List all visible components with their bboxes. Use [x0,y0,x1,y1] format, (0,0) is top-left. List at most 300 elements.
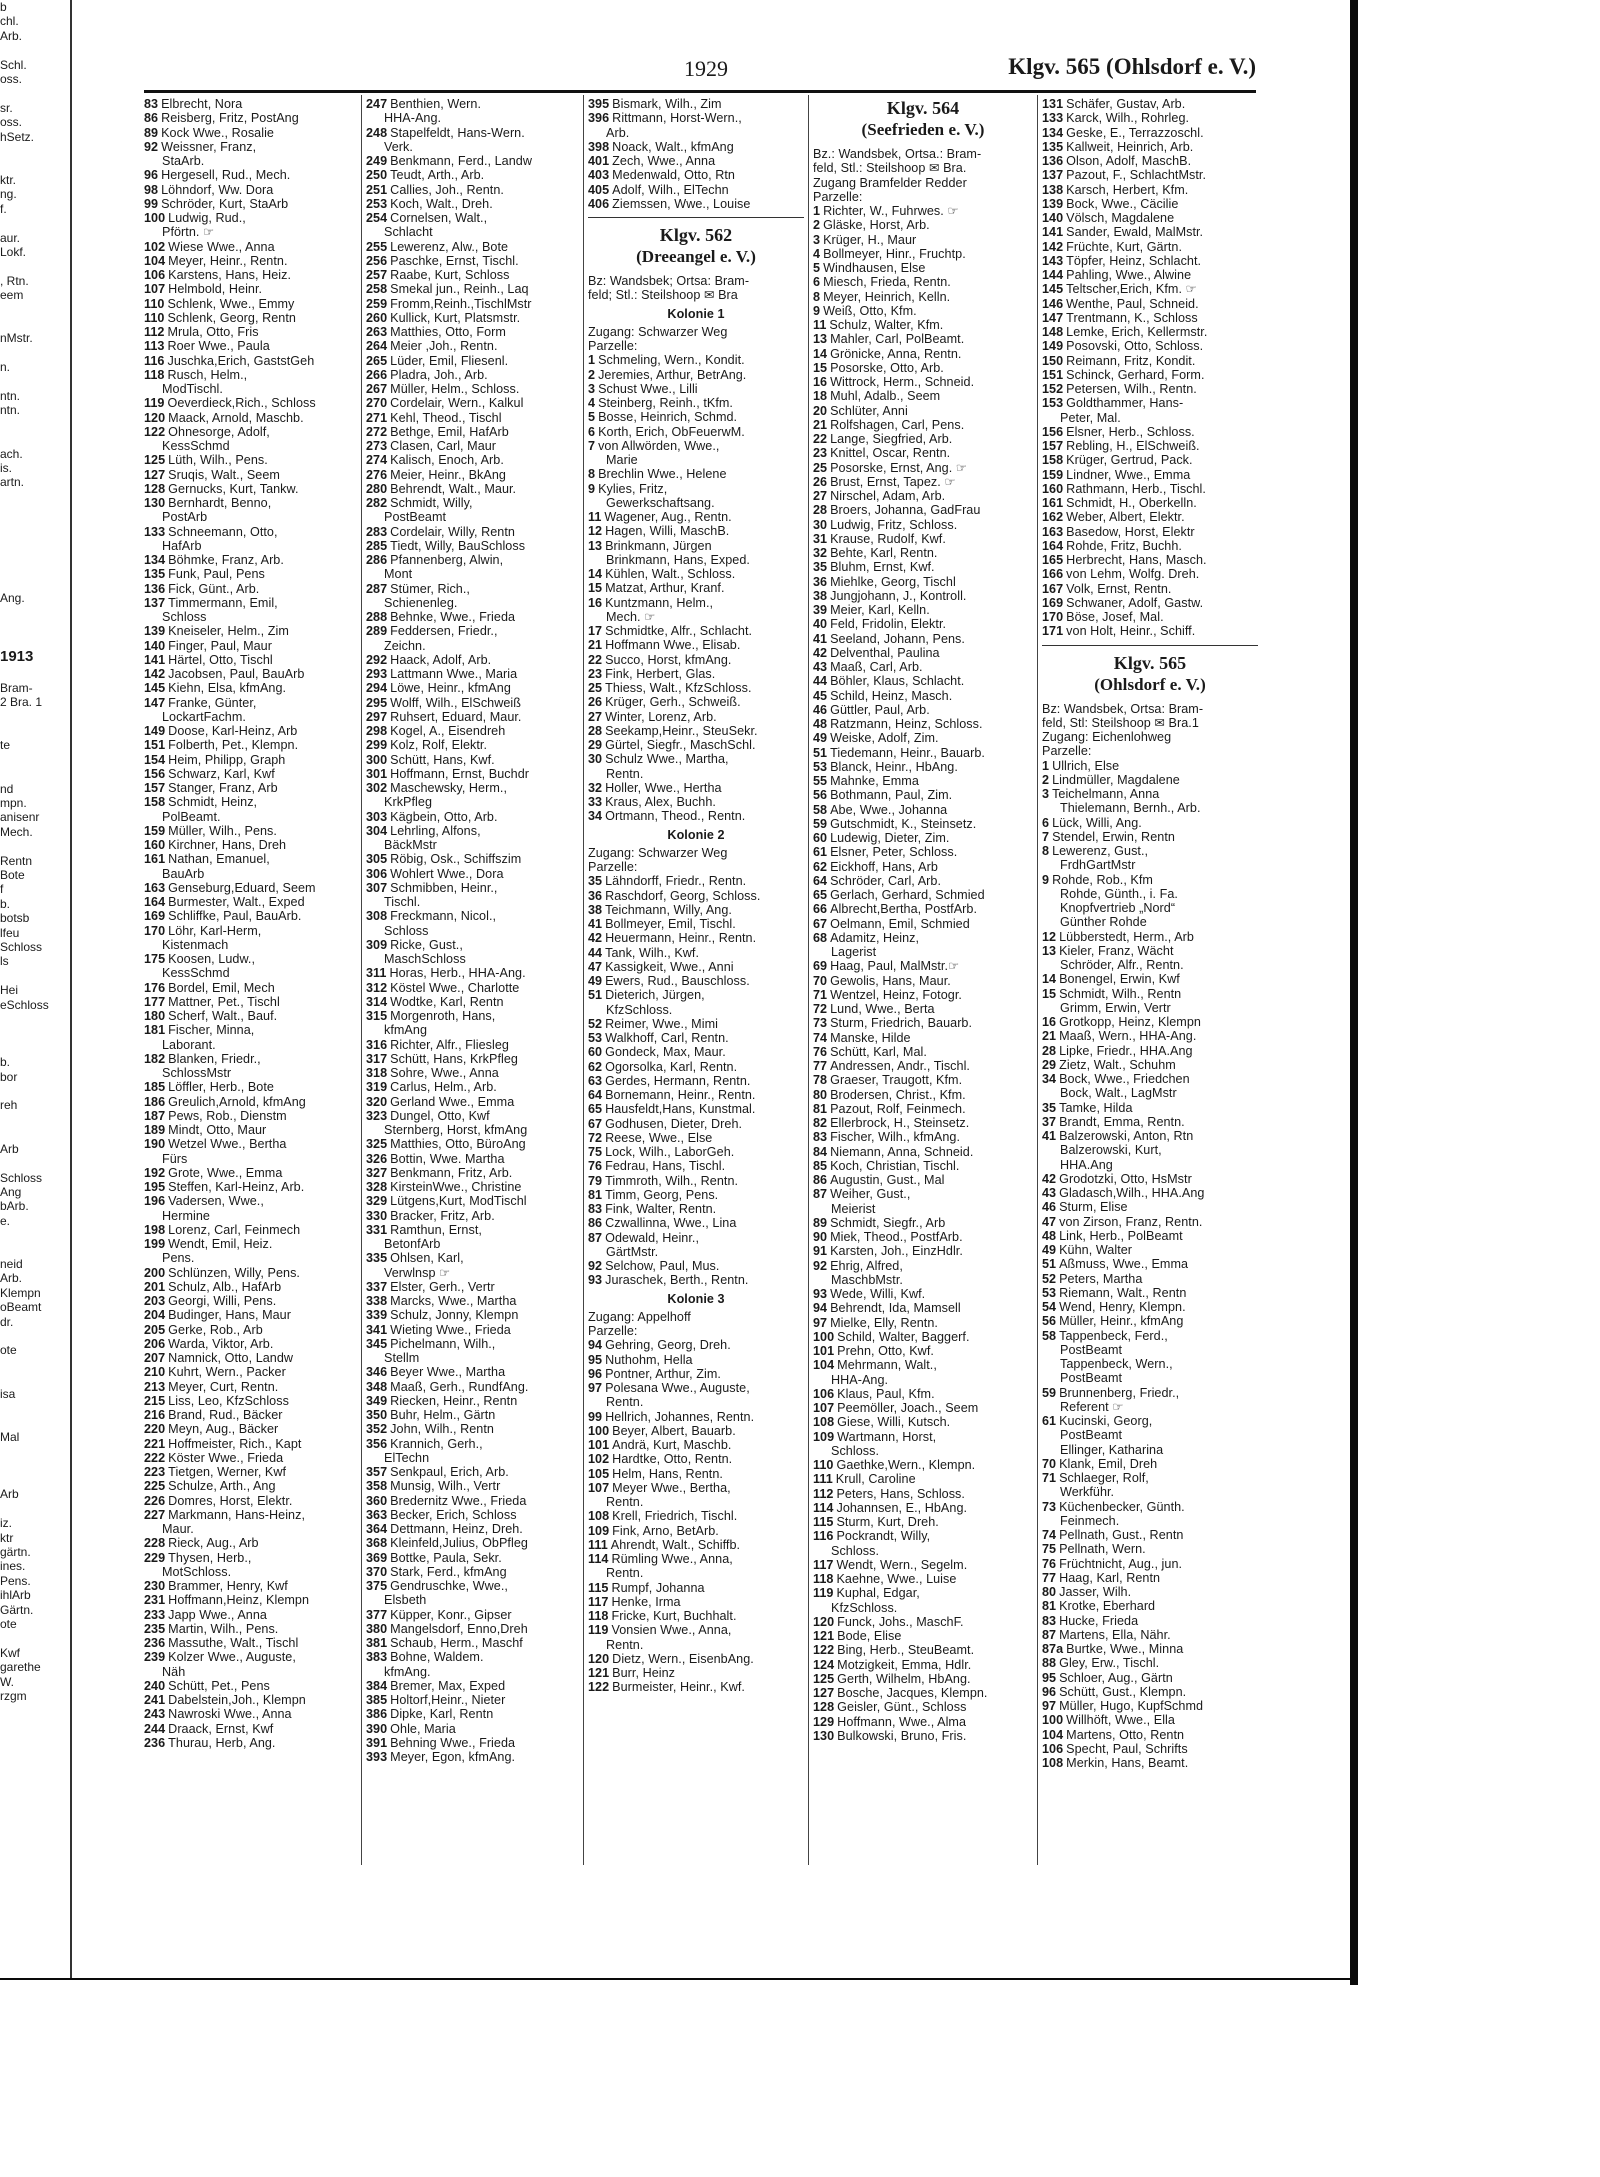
plot-number: 11 [813,318,827,332]
plot-number: 97 [1042,1699,1057,1713]
gutter-fragment: oss. [0,72,23,87]
tenant-text: Elsner, Peter, Schloss. [830,845,958,860]
tenant-text: Schmeling, Wern., Kondit. [598,353,745,368]
gutter-fragment [0,1012,70,1026]
plot-entry [1042,1300,1258,1314]
plot-entry [813,404,1033,418]
plot-number: 205 [144,1322,166,1337]
plot-entry [813,1330,1033,1344]
gutter-fragment [0,1632,70,1646]
plot-entry [1042,453,1258,467]
tenant-text: Früchtnicht, Aug., jun. [1059,1556,1183,1571]
plot-entry [588,1467,804,1481]
plot-entry [1042,311,1258,325]
entry-continuation: PostBeamt [1060,1342,1123,1357]
entry-continuation: Pförtn. ☞ [162,225,215,240]
plot-number: 88 [1042,1656,1057,1671]
tenant-text: Bode, Elise [837,1629,902,1643]
plot-number: 65 [813,888,828,902]
plot-entry [1042,773,1258,787]
tenant-text: Rebling, H., ElSchweiß. [1066,439,1200,453]
plot-entry [144,1194,358,1208]
plot-entry [366,1650,578,1664]
plot-number: 82 [813,1116,828,1130]
plot-entry [1042,382,1258,396]
tenant-text: Karsch, Herbert, Kfm. [1066,182,1189,197]
gutter-fragment [0,1473,70,1487]
entry-continuation: Näh [162,1664,186,1679]
tenant-text: Mangelsdorf, Enno,Dreh [390,1621,528,1636]
plot-entry [813,1715,1033,1729]
entry-continuation: PostBeamt [1060,1428,1123,1443]
column-2 [366,97,578,1764]
plot-entry [144,681,358,695]
tenant-text: Bothmann, Paul, Zim. [830,788,953,803]
plot-entry [144,1551,358,1565]
plot-number: 80 [813,1087,828,1102]
plot-number: 317 [366,1051,388,1066]
plot-number: 42 [813,645,828,660]
tenant-text: Kock Wwe., Rosalie [161,125,274,140]
plot-number: 6 [1042,815,1050,830]
plot-number: 128 [144,481,166,496]
plot-entry [366,1166,578,1180]
tenant-text: Oelmann, Emil, Schmied [830,916,970,931]
plot-number: 360 [366,1493,388,1508]
plot-entry [366,354,578,368]
tenant-text: Martens, Ella, Nähr. [1059,1627,1171,1642]
tenant-text: Wendt, Wern., Segelm. [836,1557,968,1572]
tenant-text: Bracker, Fritz, Arb. [390,1208,495,1223]
plot-number: 105 [588,1466,610,1481]
tenant-text: Reimann, Fritz, Kondit. [1066,353,1196,368]
plot-number: 21 [588,638,603,653]
plot-entry [144,1280,358,1294]
section-subtitle: (Seefrieden e. V.) [861,120,985,139]
plot-number: 152 [1042,382,1064,396]
plot-entry [366,1422,578,1436]
tenant-text: Gutschmidt, K., Steinsetz. [830,816,977,831]
plot-number: 101 [813,1344,835,1358]
plot-number: 225 [144,1479,166,1494]
plot-number: 28 [588,723,603,738]
plot-entry [1042,1571,1258,1585]
tenant-text: Haack, Adolf, Arb. [390,652,492,667]
plot-entry [813,1159,1033,1173]
plot-number: 190 [144,1137,166,1152]
tenant-text: Kaehne, Wwe., Luise [836,1572,957,1586]
tenant-text: Stanger, Franz, Arb [168,781,278,795]
plot-number: 67 [813,916,828,931]
tenant-text: Zech, Wwe., Anna [612,154,716,168]
tenant-text: Domres, Horst, Elektr. [168,1493,293,1508]
plot-number: 137 [1042,168,1064,183]
tenant-text: Dettmann, Heinz, Dreh. [390,1522,523,1536]
tenant-text: Posorske, Ernst, Ang. ☞ [830,460,968,475]
tenant-text: Löhndorf, Ww. Dora [161,182,274,197]
plot-number: 149 [144,724,166,738]
tenant-text: Rumpf, Johanna [611,1580,705,1595]
plot-entry [144,1308,358,1322]
plot-number: 76 [588,1159,603,1174]
tenant-text: Budinger, Hans, Maur [168,1308,291,1323]
plot-number: 118 [144,367,165,382]
plot-entry [366,1394,578,1408]
tenant-text: Teichmann, Willy, Ang. [605,902,732,917]
plot-number: 255 [366,239,388,254]
plot-number: 7 [588,438,596,453]
plot-entry [1042,126,1258,140]
tenant-text: Meyer Wwe., Bertha, [612,1480,731,1495]
tenant-text: Beyer, Albert, Bauarb. [612,1423,736,1438]
plot-entry [1042,268,1258,282]
plot-number: 395 [588,97,610,111]
tenant-text: Behrendt, Walt., Maur. [390,481,517,496]
plot-number: 166 [1042,567,1064,582]
plot-entry [366,1038,578,1052]
plot-number: 83 [1042,1613,1057,1628]
plot-number: 8 [588,467,596,482]
plot-entry [1042,873,1258,887]
plot-number: 23 [813,446,828,461]
plot-number: 276 [366,467,388,482]
plot-entry [144,838,358,852]
plot-number: 316 [366,1037,388,1052]
plot-entry [813,304,1033,318]
plot-number: 220 [144,1422,166,1437]
tenant-text: Meier, Karl, Kelln. [830,603,930,617]
plot-number: 22 [588,652,603,667]
plot-number: 231 [144,1593,166,1608]
gutter-fragment [0,144,70,158]
tenant-text: Graeser, Traugott, Kfm. [830,1073,963,1088]
tenant-text: Gendruschke, Wwe., [390,1579,508,1593]
plot-number: 327 [366,1165,388,1180]
entry-continuation: ModTischl. [162,382,223,396]
plot-number: 196 [144,1194,166,1209]
gutter-fragment: ntn. [0,388,21,403]
tenant-text: Schlüter, Anni [830,403,908,418]
plot-entry [813,731,1033,745]
plot-number: 405 [588,182,610,197]
plot-number: 13 [813,332,828,347]
tenant-text: Rümling Wwe., Anna, [611,1552,733,1566]
plot-entry [1042,1699,1258,1713]
plot-entry [813,1672,1033,1686]
tenant-text: Hoffmeister, Rich., Kapt [168,1436,302,1451]
tenant-text: Kogel, A., Eisendreh [390,724,506,738]
plot-number: 337 [366,1279,388,1294]
tenant-text: Stendel, Erwin, Rentn [1052,829,1175,844]
tenant-text: Koosen, Ludw., [168,952,255,966]
tenant-text: Olson, Adolf, MaschB. [1066,154,1192,168]
entry-continuation: HHA.Ang [1060,1157,1113,1172]
plot-number: 31 [813,531,828,546]
plot-entry [813,446,1033,460]
tenant-text: Gläske, Horst, Arb. [823,218,930,233]
plot-entry [1042,539,1258,553]
plot-entry [813,1586,1033,1600]
gutter-fragment [0,1026,70,1040]
plot-number: 169 [144,909,166,924]
plot-number: 295 [366,695,388,710]
plot-number: 157 [144,781,166,795]
gutter-fragment: n. [0,360,11,375]
entry-continuation: Peter, Mal. [1060,410,1121,425]
plot-entry [813,760,1033,774]
tenant-text: Knittel, Oscar, Rentn. [830,446,951,461]
plot-entry [813,318,1033,332]
plot-entry [1042,468,1258,482]
plot-entry [1042,1742,1258,1756]
plot-entry [144,297,358,311]
tenant-text: Helm, Hans, Rentn. [612,1466,723,1481]
tenant-text: Benthien, Wern. [390,97,481,111]
plot-number: 33 [588,795,603,809]
tenant-text: Basedow, Horst, Elektr [1066,524,1195,539]
gutter-fragment: nd [0,781,14,796]
tenant-text: Behnke, Wwe., Frieda [390,610,516,624]
gutter-fragment: ote [0,1343,17,1358]
plot-entry [588,1524,804,1538]
entry-continuation: Schienenleg. [384,595,458,610]
plot-number: 86 [588,1216,603,1231]
plot-number: 145 [1042,282,1064,297]
tenant-text: Nathan, Emanuel, [168,852,270,867]
tenant-text: Benkmann, Fritz, Arb. [390,1165,513,1180]
plot-number: 118 [588,1609,609,1623]
tenant-text: Elsner, Herb., Schloss. [1066,424,1195,439]
tenant-text: Herbrecht, Hans, Masch. [1066,553,1207,567]
tenant-text: Miehlke, Georg, Tischl [830,574,956,589]
tenant-text: Ellerbrock, H., Steinsetz. [830,1116,970,1130]
plot-number: 84 [813,1144,828,1159]
plot-entry [588,1353,804,1367]
tenant-text: Jacobsen, Paul, BauArb [168,667,305,681]
plot-number: 346 [366,1365,388,1380]
tenant-text: Cordelair, Wern., Kalkul [390,396,524,411]
tenant-text: Sturm, Kurt, Dreh. [836,1515,939,1529]
plot-entry [1042,582,1258,596]
plot-entry [813,461,1033,475]
plot-number: 267 [366,382,388,396]
tenant-text: Schulz, Alb., HafArb [168,1279,282,1294]
plot-entry [588,809,804,823]
gutter-fragment: bor [0,1069,18,1084]
plot-entry [1042,1756,1258,1770]
plot-entry [144,183,358,197]
plot-number: 97 [588,1381,603,1395]
gutter-fragment: Klempn [0,1285,41,1300]
plot-number: 60 [813,831,828,845]
plot-entry [144,1023,358,1037]
plot-number: 14 [813,346,828,361]
tenant-text: Burtke, Wwe., Minna [1066,1642,1184,1656]
gutter-fragment: Mal [0,1429,20,1444]
tenant-text: Abe, Wwe., Johanna [830,802,948,817]
plot-entry [144,468,358,482]
tenant-text: Juraschek, Berth., Rentn. [605,1273,749,1288]
plot-number: 370 [366,1564,388,1579]
plot-entry [1042,1229,1258,1243]
plot-number: 16 [813,375,828,389]
tenant-text: Schütt, Gust., Klempn. [1059,1684,1187,1699]
entry-continuation: Feinmech. [1060,1513,1120,1528]
plot-number: 164 [1042,538,1064,553]
plot-entry [588,931,804,945]
plot-number: 206 [144,1336,166,1351]
tenant-text: Godhusen, Dieter, Dreh. [605,1116,743,1131]
plot-entry [144,411,358,425]
plot-entry [588,1666,804,1680]
plot-number: 199 [144,1237,166,1251]
plot-number: 141 [144,652,166,667]
plot-entry [366,1323,578,1337]
plot-number: 111 [588,1537,608,1552]
plot-entry [144,254,358,268]
plot-entry [813,275,1033,289]
plot-number: 282 [366,496,388,510]
plot-number: 189 [144,1123,166,1137]
plot-number: 145 [144,681,166,696]
plot-entry [144,795,358,809]
plot-entry [1042,1329,1258,1343]
plot-number: 358 [366,1479,388,1494]
plot-entry [1042,610,1258,624]
plot-entry [813,290,1033,304]
tenant-text: Fricke, Kurt, Buchhalt. [611,1609,737,1623]
plot-number: 74 [813,1030,828,1045]
plot-entry [588,1259,804,1273]
plot-entry [588,1145,804,1159]
gutter-fragment: Arb. [0,28,23,43]
gutter-fragment [0,547,70,561]
plot-entry [1042,1528,1258,1542]
tenant-text: Meier, Heinr., BkAng [390,467,506,482]
plot-entry [1042,425,1258,439]
plot-entry [1042,930,1258,944]
gutter-fragment [0,1127,70,1141]
plot-entry [813,375,1033,389]
tenant-text: Schütt, Hans, Kwf. [390,752,495,767]
gutter-fragment [0,666,70,680]
tenant-text: Kullick, Kurt, Platsmstr. [390,310,521,325]
plot-entry [366,1052,578,1066]
plot-number: 350 [366,1408,388,1422]
plot-entry [1042,1642,1258,1656]
tenant-text: Albrecht,Bertha, PostfArb. [830,902,978,917]
tenant-text: Schröder, Carl, Arb. [830,873,942,888]
gutter-fragment: artn. [0,475,25,490]
plot-entry [813,1244,1033,1258]
plot-number: 393 [366,1750,388,1764]
tenant-text: Pellnath, Wern. [1059,1542,1146,1557]
plot-number: 352 [366,1422,388,1437]
tenant-text: Krüger, Gerh., Schweiß. [605,695,741,710]
plot-entry [366,211,578,225]
plot-number: 100 [813,1329,835,1344]
plot-number: 79 [588,1173,603,1188]
plot-number: 170 [144,923,166,938]
tenant-text: Krannich, Gerh., [390,1436,483,1451]
plot-entry [366,453,578,467]
plot-entry [144,639,358,653]
tenant-text: Massuthe, Walt., Tischl [168,1636,299,1650]
plot-number: 302 [366,781,388,795]
plot-entry [813,475,1033,489]
plot-number: 98 [144,182,159,197]
tenant-text: Klank, Emil, Dreh [1059,1456,1158,1471]
plot-number: 207 [144,1351,166,1365]
plot-entry [813,261,1033,275]
tenant-text: Lange, Siegfried, Arb. [830,432,953,446]
plot-entry [813,988,1033,1002]
tenant-text: Weiher, Gust., [830,1187,911,1202]
plot-entry [366,368,578,382]
tenant-text: Goldthammer, Hans- [1066,396,1184,411]
plot-entry [366,1223,578,1237]
plot-number: 94 [588,1338,603,1353]
plot-entry [144,1608,358,1622]
gutter-fragment [0,490,70,504]
plot-number: 102 [588,1452,610,1467]
plot-entry [144,1365,358,1379]
tenant-text: Freckmann, Nicol., [390,909,497,924]
plot-number: 67 [588,1116,603,1131]
plot-number: 48 [1042,1228,1057,1243]
plot-entry [144,1394,358,1408]
plot-entry [366,1636,578,1650]
tenant-text: Lipke, Friedr., HHA.Ang [1059,1043,1193,1058]
plot-entry [366,1437,578,1451]
section-subtitle: (Dreeangel e. V.) [636,247,756,266]
tenant-text: Schäfer, Gustav, Arb. [1066,97,1186,111]
plot-number: 45 [813,688,828,703]
plot-entry [588,738,804,752]
tenant-text: Meyer, Heinr., Rentn. [168,253,288,268]
tenant-text: Mahnke, Emma [830,774,919,788]
plot-entry [813,389,1033,403]
entry-continuation: Balzerowski, Kurt, [1060,1143,1162,1158]
plot-number: 377 [366,1607,388,1622]
gutter-fragment: ach. [0,446,23,461]
gutter-fragment [0,533,70,547]
plot-number: 96 [588,1366,603,1381]
tenant-text: Schmibben, Heinr., [390,880,498,895]
gutter-fragment: Arb [0,1141,19,1156]
plot-entry [144,696,358,710]
tenant-text: Kneiseler, Helm., Zim [168,624,289,639]
entry-continuation: PolBeamt. [162,809,221,824]
tenant-text: Brunnenberg, Friedr., [1059,1385,1180,1400]
section-info-line: Bz.: Wandsbek, Ortsa.: Bram- [813,147,982,161]
plot-number: 300 [366,752,388,767]
tenant-text: Steinberg, Reinh., tKfm. [598,396,733,410]
plot-entry [144,824,358,838]
tenant-text: Köstel Wwe., Charlotte [390,980,520,995]
gutter-fragment [0,1084,70,1098]
plot-number: 64 [813,873,828,888]
tenant-text: Völsch, Magdalene [1066,211,1175,225]
gutter-fragment [0,1113,70,1127]
tenant-text: Merkin, Hans, Beamt. [1066,1756,1189,1770]
plot-entry [144,1408,358,1422]
tenant-text: Adolf, Wilh., ElTechn [612,182,729,197]
entry-continuation: KfzSchloss. [831,1600,898,1615]
plot-entry [588,353,804,367]
tenant-text: Peemöller, Joach., Seem [837,1401,979,1415]
tenant-text: Lüth, Wilh., Pens. [168,453,268,468]
